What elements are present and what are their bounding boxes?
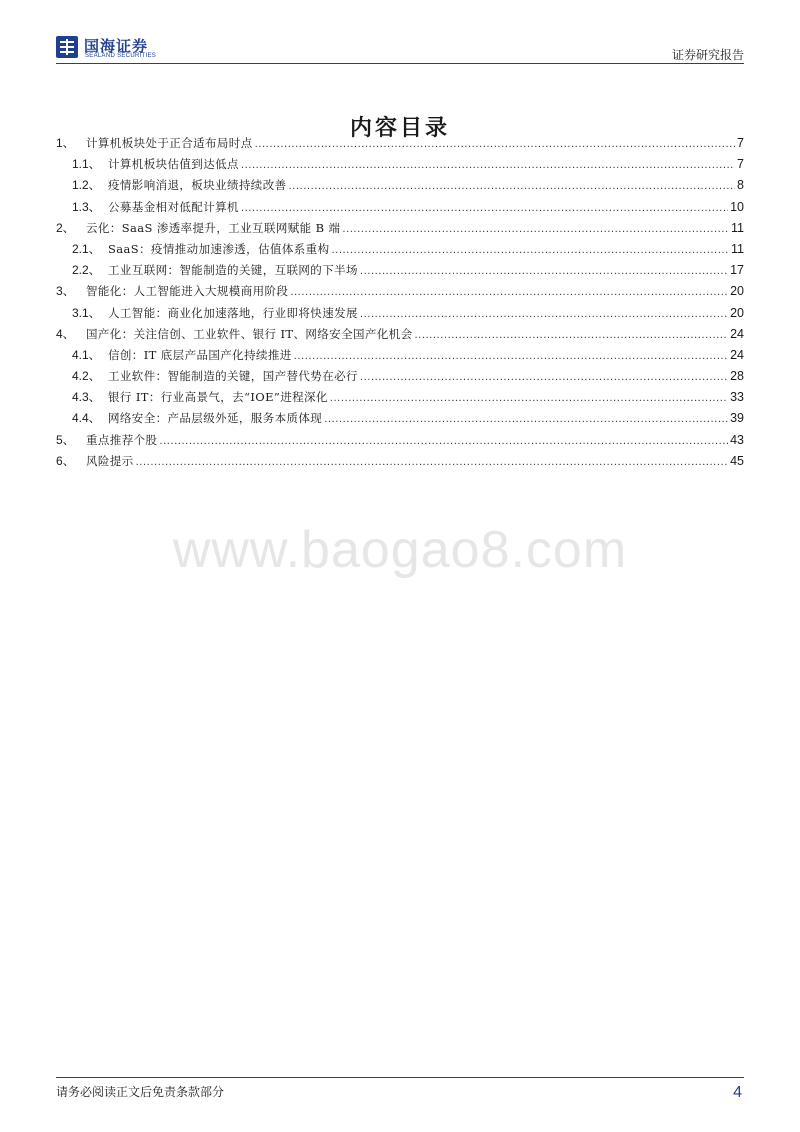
watermark: www.baogao8.com bbox=[172, 521, 628, 579]
toc-entry-number: 6、 bbox=[56, 453, 75, 468]
toc-entry-number: 1.2、 bbox=[72, 178, 101, 193]
toc-leader-dots bbox=[255, 134, 735, 155]
footer-divider bbox=[56, 1077, 744, 1078]
toc-entry-title: 计算机板块处于正合适布局时点 bbox=[86, 136, 253, 150]
logo-english-name: SEALAND SECURITIES bbox=[85, 53, 157, 59]
toc-entry[interactable] bbox=[56, 387, 744, 408]
table-of-contents bbox=[56, 133, 744, 472]
page-number: 4 bbox=[733, 1084, 742, 1101]
toc-leader-dots bbox=[294, 346, 728, 367]
toc-leader-dots bbox=[136, 452, 728, 473]
toc-leader-dots bbox=[360, 261, 728, 282]
toc-leader-dots bbox=[360, 304, 728, 325]
toc-entry[interactable] bbox=[56, 239, 744, 260]
toc-leader-dots bbox=[324, 409, 728, 430]
toc-entry-number: 4、 bbox=[56, 326, 75, 341]
toc-entry[interactable] bbox=[56, 197, 744, 218]
toc-entry-number: 3、 bbox=[56, 284, 75, 299]
toc-entry-number: 4.1、 bbox=[72, 347, 101, 362]
toc-entry-page: 33 bbox=[730, 390, 744, 405]
toc-entry-page: 10 bbox=[730, 199, 744, 214]
toc-entry-number: 4.2、 bbox=[72, 369, 101, 384]
toc-leader-dots bbox=[331, 240, 729, 261]
toc-leader-dots bbox=[330, 388, 728, 409]
toc-entry-page: 7 bbox=[737, 157, 744, 172]
toc-entry-title: 国产化：关注信创、工业软件、银行 IT、网络安全国产化机会 bbox=[86, 326, 413, 341]
toc-leader-dots bbox=[414, 325, 728, 346]
toc-entry-number: 1.3、 bbox=[72, 199, 101, 214]
toc-entry[interactable] bbox=[56, 408, 744, 429]
toc-entry-title: 重点推荐个股 bbox=[86, 432, 158, 447]
toc-entry[interactable] bbox=[56, 154, 744, 175]
toc-entry-number: 4.3、 bbox=[72, 390, 101, 405]
toc-entry-title: 公募基金相对低配计算机 bbox=[108, 199, 239, 214]
toc-leader-dots bbox=[342, 219, 729, 240]
toc-entry[interactable] bbox=[56, 345, 744, 366]
header-divider bbox=[56, 63, 744, 64]
toc-entry-page: 20 bbox=[730, 284, 744, 299]
toc-entry-title: 疫情影响消退，板块业绩持续改善 bbox=[108, 178, 287, 193]
toc-title: 内容目录 bbox=[349, 114, 450, 141]
toc-entry-page: 24 bbox=[730, 326, 744, 341]
toc-entry-number: 1、 bbox=[56, 136, 75, 150]
toc-entry-page: 11 bbox=[731, 220, 744, 235]
toc-entry-title: 智能化：人工智能进入大规模商用阶段 bbox=[86, 284, 289, 299]
toc-leader-dots bbox=[290, 282, 728, 303]
toc-entry[interactable] bbox=[56, 281, 744, 302]
toc-entry[interactable] bbox=[56, 133, 744, 154]
toc-entry[interactable] bbox=[56, 324, 744, 345]
toc-entry[interactable] bbox=[56, 451, 744, 472]
toc-entry[interactable] bbox=[56, 175, 744, 196]
toc-entry-page: 45 bbox=[730, 453, 744, 468]
toc-entry-number: 3.1、 bbox=[72, 305, 101, 320]
toc-entry-number: 1.1、 bbox=[72, 157, 101, 172]
toc-entry-title: SaaS：疫情推动加速渗透，估值体系重构 bbox=[108, 241, 330, 256]
toc-entry-title: 工业互联网：智能制造的关键，互联网的下半场 bbox=[108, 263, 358, 278]
logo-chinese-name: 国海证券 bbox=[84, 37, 149, 55]
toc-entry-page: 7 bbox=[737, 136, 744, 150]
report-type-label: 证券研究报告 bbox=[671, 48, 744, 62]
toc-leader-dots bbox=[360, 367, 728, 388]
page-header bbox=[56, 34, 744, 62]
toc-entry-page: 11 bbox=[731, 241, 744, 256]
footer-disclaimer: 请务必阅读正文后免责条款部分 bbox=[56, 1085, 225, 1099]
toc-entry[interactable] bbox=[56, 430, 744, 451]
toc-entry[interactable] bbox=[56, 366, 744, 387]
sealand-logo-icon bbox=[56, 36, 78, 58]
toc-entry[interactable] bbox=[56, 303, 744, 324]
toc-leader-dots bbox=[241, 155, 735, 176]
toc-entry-title: 信创：IT 底层产品国产化持续推进 bbox=[108, 347, 292, 362]
toc-entry-number: 2.2、 bbox=[72, 263, 101, 278]
toc-entry-page: 17 bbox=[730, 263, 744, 278]
toc-entry-page: 43 bbox=[730, 432, 744, 447]
toc-entry-page: 39 bbox=[730, 411, 744, 426]
toc-entry[interactable] bbox=[56, 218, 744, 239]
toc-entry[interactable] bbox=[56, 260, 744, 281]
toc-entry-number: 5、 bbox=[56, 432, 75, 447]
toc-entry-title: 风险提示 bbox=[86, 453, 134, 468]
toc-leader-dots bbox=[289, 176, 736, 197]
toc-entry-title: 计算机板块估值到达低点 bbox=[108, 157, 239, 172]
toc-entry-number: 4.4、 bbox=[72, 411, 101, 426]
toc-entry-title: 工业软件：智能制造的关键，国产替代势在必行 bbox=[108, 369, 358, 384]
toc-entry-number: 2、 bbox=[56, 220, 75, 235]
toc-entry-title: 银行 IT：行业高景气，去“IOE”进程深化 bbox=[108, 390, 328, 405]
toc-entry-title: 人工智能：商业化加速落地，行业即将快速发展 bbox=[108, 305, 358, 320]
toc-entry-page: 8 bbox=[737, 178, 744, 193]
toc-entry-title: 云化：SaaS 渗透率提升，工业互联网赋能 B 端 bbox=[86, 220, 341, 235]
toc-entry-number: 2.1、 bbox=[72, 241, 101, 256]
toc-leader-dots bbox=[241, 198, 728, 219]
toc-entry-title: 网络安全：产品层级外延，服务本质体现 bbox=[108, 411, 323, 426]
toc-entry-page: 28 bbox=[730, 369, 744, 384]
toc-leader-dots bbox=[159, 431, 728, 452]
toc-entry-page: 24 bbox=[730, 347, 744, 362]
toc-entry-page: 20 bbox=[730, 305, 744, 320]
